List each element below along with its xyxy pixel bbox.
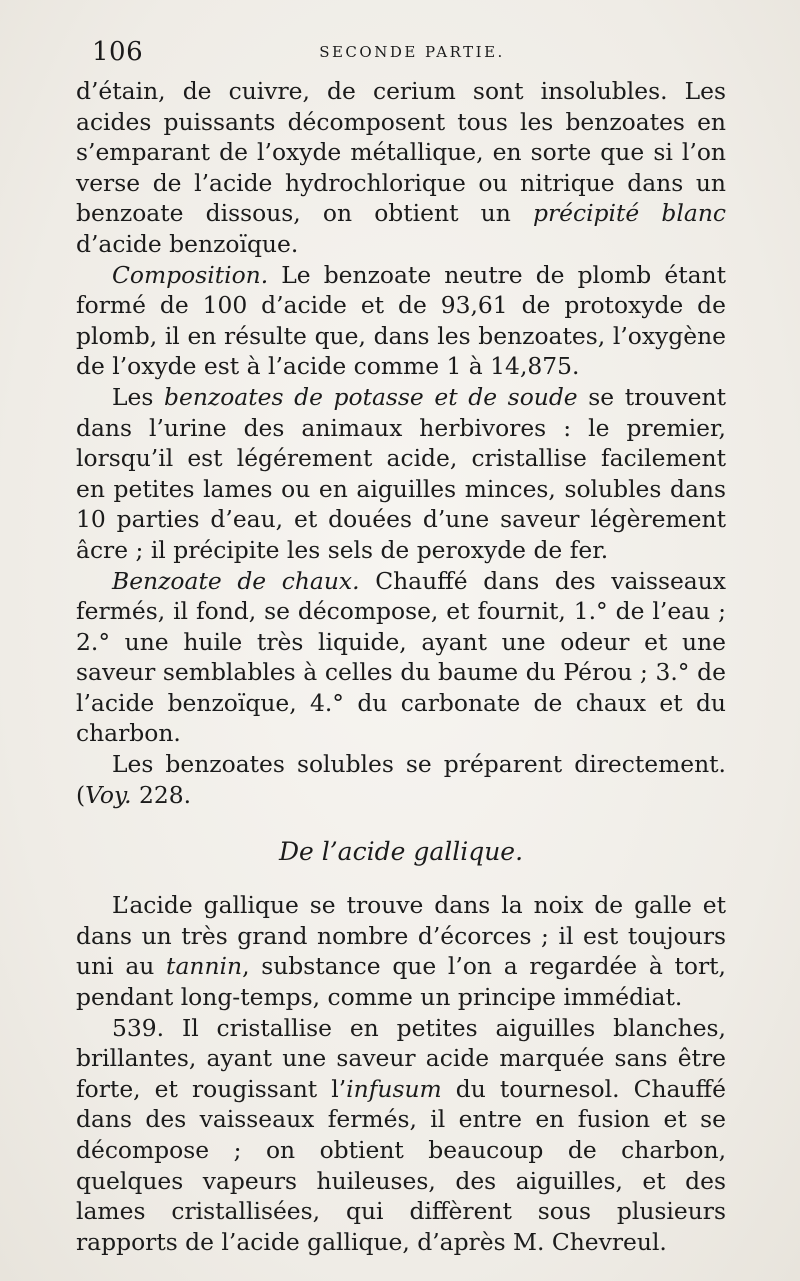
page-body [76,76,726,1257]
italic-run: Composition. [112,260,269,289]
italic-run: Benzoate de chaux. [112,566,360,595]
italic-run: infusum [346,1074,442,1103]
italic-run: Voy. [85,780,132,809]
text-run: Les [112,382,164,411]
text-run: , substance que l’on a regardée à tort, pendant long-temps, comme un principe immédiat. [76,952,726,1012]
text-run: 228. [131,780,192,809]
text-run: Le benzoate neutre de plomb étant formé de 100 d’acide et de 93,61 de protoxyde de plomb, il en résulte que, dans les benzoates, l’oxygène de l’oxyde est à l’acide comme 1 à 14,875. [76,260,726,381]
text-run: Les benzoates solubles se préparent directement. ( [76,750,726,809]
text-run: Chauffé dans des vaisseaux fermés, il fond, se décompose, et fournit, 1.° de l’eau ; 2.° une huile très liquide, ayant une odeur et une saveur semblables à celles du baume du Pérou ; 3.° de l’acide benzoïque, 4.° du carbonate de chaux et du charbon. [76,566,726,748]
text-run: d’acide benzoïque. [76,229,299,258]
paragraph [76,260,726,382]
text-run: d’étain, de cuivre, de cerium sont insolubles. Les acides puissants décomposent tous les benzoates en s’emparant de l’oxyde métallique, en sorte que si l’on verse de l’acide hydrochlorique ou nitrique dans un benzoate dissous, on obtient un [76,77,726,228]
text-run: du tournesol. Chauffé dans des vaisseaux fermés, il entre en fusion et se décompose ; on obtient beaucoup de charbon, quelques vapeurs huileuses, des aiguilles, et des lames cristallisées, qui diffèrent sous plusieurs rapports de l’acide gallique, d’après M. Chevreul. [76,1074,726,1256]
italic-run: précipité blanc [532,199,726,228]
running-head: SECONDE PARTIE. [319,43,505,61]
text-run: L’acide gallique se trouve dans la noix de galle et dans un très grand nombre d’écorces ; il est toujours uni au [76,891,726,981]
paragraph [76,890,726,1012]
section-heading: De l’acide gallique. [278,837,524,867]
page-number: 106 [92,37,144,67]
paragraph [76,1013,726,1258]
paragraph [76,566,726,750]
text-run: se trouvent dans l’urine des animaux herbivores : le premier, lorsqu’il est légérement acide, cristallise facilement en petites lames ou en aiguilles minces, solubles dans 10 parties d’eau, et douées d’une saveur légèrement âcre ; il précipite les sels de peroxyde de fer. [76,382,726,564]
paragraph [76,382,726,566]
page-header [92,32,732,72]
paragraph [76,749,726,810]
paragraph [76,76,726,260]
italic-run: benzoates de potasse et de soude [164,382,578,411]
italic-run: tannin [166,952,243,981]
text-run: 539. Il cristallise en petites aiguilles blanches, brillantes, ayant une saveur acide marquée sans être forte, et rougissant l’ [76,1013,726,1103]
